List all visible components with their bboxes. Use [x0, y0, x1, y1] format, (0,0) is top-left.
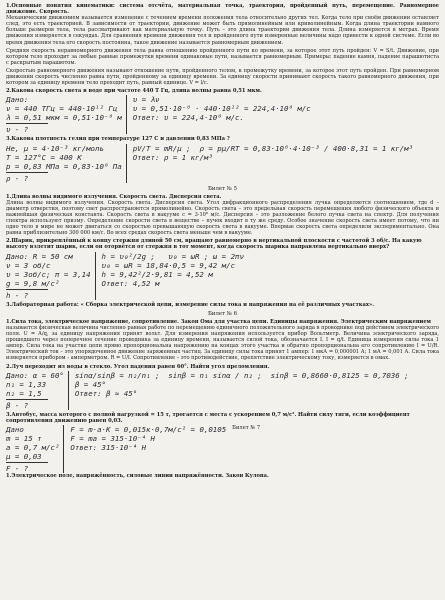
ticket5-question-2-given	[6, 252, 96, 300]
answer-line: Ответ: β ≈ 45°	[74, 388, 138, 398]
question-1-paragraph-2: Средняя скорость неравномерного движения тела равна отношению пройденного пути ко времени, за которое этот путь пройден: V = S/t. Движение, при котором тело проходит за любые равные промежутки времени одинаковые пути, называется равномерным. Примеры: падение камня, падение парашютиста с раскрытым парашютом.	[6, 47, 439, 66]
answer-line: Ответ: 315·10⁻⁴ H	[70, 443, 147, 453]
solution-line: υ = 0,51·10⁻⁶ · 440·10¹² = 224,4·10⁶ м/с	[132, 104, 311, 114]
given-line: m = 15 т	[6, 434, 42, 444]
question-2-title: 2.Какова скорость света в воде при частоте 440 Т Гц, длина волны равна 0,51 мкм.	[6, 88, 262, 95]
solution-line: F = ma = 315·10⁻⁴ H	[70, 434, 155, 444]
ticket6-question-2-solution	[75, 371, 409, 398]
given-line: λ = 0,51 мкм = 0,51·10⁻⁶ м	[6, 113, 122, 123]
ticket5-question-2-title: 2.Шарик, прикреплённый к концу стержня длиной 50 см, вращают равномерно в вертикальной плоскости с частотой 3 об/с. На какую высоту взлетит шарик, если он оторвётся от стержня в тот момент, когда скорость шарика направлена вертикально вверх?	[6, 238, 422, 251]
given-line: υ = 3об/с; π = 3,14	[6, 269, 91, 279]
ticket6-question-2-given	[6, 371, 69, 410]
ticket-6-heading: Билет № 6	[207, 310, 238, 317]
given-line: n₁ = 1,33	[6, 379, 47, 389]
solution-line: F = m·a·K = 0,015к·0,7м/с² = 0,0105	[70, 425, 227, 435]
question-1-title: 1.Основные понятия кинематики: система отсчёта, материальная точка, траектория, пройденный путь, перемещение. Равномерное движение. Скорость.	[6, 3, 439, 16]
given-line: β - ?	[6, 400, 29, 410]
ticket5-question-1-title: 1.Длина волны видимого излучения. Скорость света. Дисперсия света.	[6, 193, 222, 200]
ticket5-question-1-text: Длина волны видимого излучения. Скорость света. Дисперсия света. Угол дифракционного распределения лучка определяется соотношением, где d – диаметр отверстия, поэтому свет распространяется прямолинейно. Скорость света – это предельная скорость перемещения любого физического объекта и важнейшая физическая константа. Скорость света в вакууме c = 3·10⁸ м/с. Дисперсия – это разложение белого пучка света на спектр. Для получения спектра используют призму. Определение скорости света в веществе – пучок входит в ту же среду. Особое значение скорость света имеет потому, что ни одно тело в мире не может двигаться со скоростью превышающую скорость света в вакууме. Впервые скорость света определили экспериментально. Она равна приблизительно 300 000 км/с. Во всех средах скорость света меньше чем в вакууме.	[6, 199, 439, 237]
ticket6-question-1-title: 1.Сила тока, электрическое напряжение, сопротивление. Закон Ома для участка цепи. Единицы напряжения. Электрическим напряжением	[6, 318, 431, 325]
ticket6-question-1-text: называется физическая величина численно равная работе по перемещению единичного положительного заряда в проводнике под действием электрического поля. U = A/q, за единицу напряжения принят вольт. Для измерения напряжения используется прибор Вольтметр. Величина электрического заряда, прошедшего через поперечное сечение проводника за единицу времени, называется силой тока, обозначается I. I = q/t. Единица измерения силы тока 1 ампер. Сила тока на участке цепи прямо пропорциональна напряжению на концах этого участка и обратно пропорциональна его сопротивлению I = U/R. Электрический ток – это упорядоченное движение заряженных частиц. За единицу силы тока принят 1 ампер: 1 мкА = 0,000001 А; 1 мА = 0,001 А. Сила тока измеряется прибором - амперметром. R = U/I. Сопротивление – это противодействие, препятствие электрическому току, измеряется в омах.	[6, 324, 439, 362]
ticket5-question-2-solution	[102, 252, 244, 288]
question-3-solution	[133, 144, 413, 162]
given-line: F - ?	[6, 464, 29, 474]
solution-line: sinα/sinβ = n₂/n₁ ; sinβ = n₁ sinα / n₂ ; sinβ = 0,8660·0,8125 = 0,7036 ;	[74, 370, 409, 380]
ticket6-question-3-title: 3.Автобус, масса которого с полной нагрузкой = 15 т, трогается с места с ускорением 0,7 м/с². Найти силу тяги, если коэффициент сопротивления движению равен 0,03.	[6, 411, 410, 424]
question-2-work	[6, 95, 439, 134]
given-line: Не, μ = 4·10⁻³ кг/моль	[6, 143, 104, 153]
ticket-7-heading: Билет № 7	[232, 425, 261, 432]
given-line: Дано:	[6, 95, 29, 105]
question-3-title: 3.Какова плотность гелия при температуре 127 С и давлении 0,83 МПа ?	[6, 136, 230, 143]
ticket-5-heading: Билет № 5	[207, 185, 238, 192]
question-1-paragraph-1: Механическим движением называется изменение с течением времени положения тела относительно других тел. Когда тело при своём движении оставляет след, это есть траекторией. В зависимости от траектории, движение может быть прямолинейным или криволинейным. Когда длина траектории намного больше размеров тела, тела рассматривают как материальную точку. Путь – это длина траектории движения тела. Длина измеряется в метрах. Время движения измеряется в секундах. Для сравнения времени движения тел и пройденного пути измеренные величины надо привести к одной системе. Если во время движения тела его скорость постоянна, такое движение называется равномерным движением.	[6, 15, 439, 46]
given-line: T = 127°C = 400 K	[6, 152, 82, 162]
question-3-given	[6, 144, 127, 183]
answer-line: Ответ: ρ = 1 кг/м³	[132, 152, 213, 162]
solution-line: h = υ₀²/2g ; υ₀ = ωR ; ω = 2πν	[101, 251, 244, 261]
ticket7-question-1-title: 1.Электрическое поле, напряжённость, силовые линии напряжённости. Закон Кулона.	[6, 473, 269, 480]
question-3-work	[6, 144, 439, 183]
solution-line: υ = λν	[132, 95, 160, 105]
given-line: Дано: α = 60°	[6, 370, 64, 380]
ticket6-question-3-work	[6, 425, 439, 473]
given-line: ρ - ?	[6, 173, 29, 183]
given-line: μ = 0,03	[6, 452, 42, 462]
ticket5-question-2-work	[6, 252, 439, 300]
question-2-solution	[133, 95, 311, 122]
given-line: Дано: R = 50 см	[6, 251, 73, 261]
given-line: υ - ?	[6, 125, 29, 135]
answer-line: Ответ: υ = 224,4·10⁶ м/с.	[132, 113, 244, 123]
given-line: n₂ = 1,5	[6, 388, 42, 398]
question-1-paragraph-3: Скоростью равномерного движения называют отношение пути, пройденного телом, к промежутку времени, за которое этот путь пройден. При равномерном движении скорость численно равна пути, пройденному за единицу времени. За единицу скорости принимают скорость такого равномерного движения, при котором за единицу времени тело проходит путь, равный единице. V = l/c.	[6, 67, 439, 87]
ticket6-question-2-work	[6, 371, 439, 410]
ticket6-question-3-given	[6, 425, 64, 473]
given-line: ν = 440 ТГц = 440·10¹² Гц	[6, 104, 118, 114]
solution-line: β = 45°	[74, 379, 107, 389]
given-line: a = 0,7 м/с²	[6, 443, 60, 453]
ticket5-question-3-title: 3.Лабораторная работа: « Сборка электрической цепи, измерение силы тока и напряжения на её различных участках».	[6, 301, 375, 308]
given-line: p = 0,83 МПа = 0,83·10⁶ Па	[6, 161, 122, 171]
ticket6-question-3-solution	[70, 425, 226, 452]
given-line: g = 9,8 м/с²	[6, 278, 60, 288]
given-line: h - ?	[6, 290, 29, 300]
ticket6-question-2-title: 2.Луч переходит из воды в стекло. Угол падения равен 60°. Найти угол преломления.	[6, 363, 270, 370]
solution-line: pV/T = mR/μ ; ρ = pμ/RT = 0,83·10⁶·4·10⁻³ / 400·8,31 = 1 кг/м³	[132, 143, 414, 153]
solution-line: υ₀ = ωR = 18,84·0,5 = 9,42 м/с	[101, 260, 236, 270]
given-line: ν = 3 об/с	[6, 260, 51, 270]
solution-line: h = 9,42²/2·9,81 = 4,52 м	[101, 269, 213, 279]
question-2-given	[6, 95, 127, 134]
given-line: Дано	[6, 425, 24, 435]
answer-line: Ответ: 4,52 м	[101, 278, 160, 288]
